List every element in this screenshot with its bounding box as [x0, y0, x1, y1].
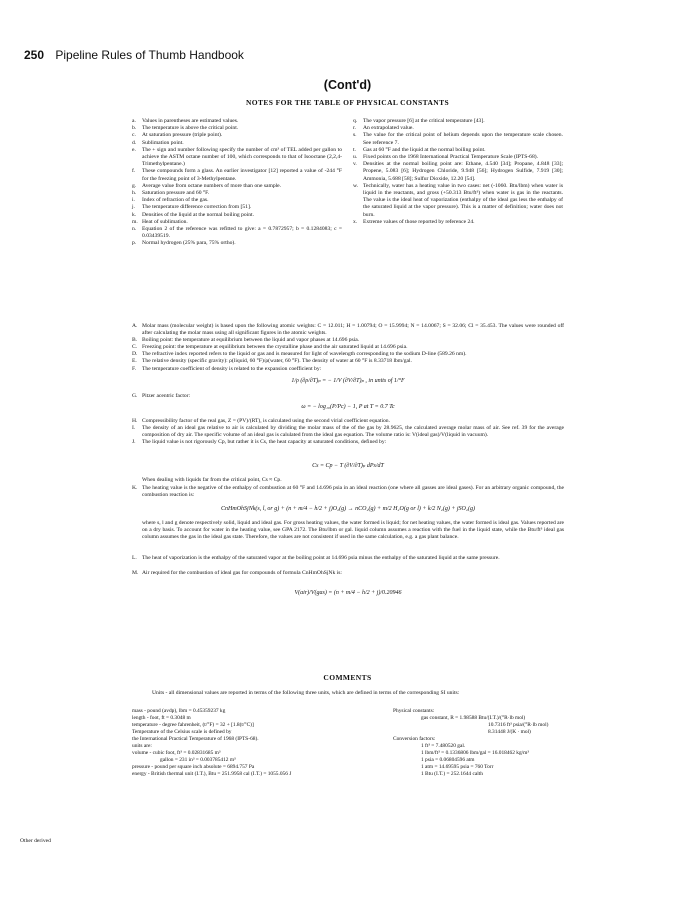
unit-line: 8.31448 J/(K · mol): [488, 729, 531, 735]
note-item: [353, 183, 563, 219]
note-key: f.: [132, 168, 136, 175]
left-notes-column: [132, 118, 342, 248]
note-key: j.: [132, 204, 135, 211]
note-key: D.: [132, 351, 138, 358]
note-key: c.: [132, 132, 136, 139]
note-key: q.: [353, 118, 358, 124]
note-text: The liquid value is not rigorously Cp, but rather it is Cs, the heat capacity at saturated conditions, defined by:: [142, 439, 387, 446]
page-number: 250: [24, 48, 45, 62]
book-title: Pipeline Rules of Thumb Handbook: [55, 48, 244, 62]
units-right-list: [393, 708, 593, 778]
other-derived-label: Other derived: [20, 838, 51, 844]
note-text: The + sign and number following specify the number of cm³ of TEL added per gallon to achieve the ASTM octane number of 100, which corresponds to that of Isooctane (2,2,4-Trimethylpentane.): [142, 146, 342, 168]
note-key: b.: [132, 125, 137, 132]
note-text: Pitzer acentric factor:: [142, 393, 191, 399]
note-key: K.: [132, 485, 138, 491]
note-key: A.: [132, 323, 138, 329]
note-text: Technically, water has a heating value in two cases: net (-1060. Btu/lbm) when water is liquid in the reactants, and gross (+50.313 Btu/ft³) when water is gas in the reactants. The value is the ideal heat of vaporization (enthalpy of the ideal gas less the enthalpy of the saturated liquid at the vapor pressure). This is a matter of definition; water does not burn.: [363, 182, 563, 218]
note-text: Extreme values of those reported by reference 24.: [363, 218, 475, 225]
note-key: F.: [132, 365, 137, 372]
note-key: k.: [132, 211, 137, 218]
note-g: [132, 393, 564, 400]
unit-line: Physical constants:: [393, 708, 435, 714]
note-item: [132, 358, 564, 365]
note-item: [353, 219, 563, 226]
note-text: Saturation pressure and 60 °F.: [142, 190, 210, 197]
unit-line: temperature - degree fahrenheit, (t/°F) = 32 + [1.8(t/°C)]: [132, 722, 254, 728]
equation-g: ω = − log₁₀(P/Pc) − 1, P at T = 0.7 Tc: [301, 404, 395, 410]
note-key: I.: [132, 425, 136, 432]
note-text: Gas at 60 °F and the liquid at the normal boiling point.: [363, 146, 486, 153]
unit-line: pressure - pound per square inch absolute = 6894.757 Pa: [132, 764, 255, 770]
note-key: r.: [353, 125, 356, 132]
upper-notes: [132, 323, 564, 373]
note-text: The temperature is above the critical point.: [142, 125, 239, 132]
note-item: [132, 219, 342, 226]
unit-line: Conversion factors:: [393, 736, 436, 742]
equation-f: 1/ρ (∂ρ/∂T)ₚ = − 1/V (∂V/∂T)ₚ , in units of 1/°F: [291, 378, 405, 384]
equation-m: V(air)/V(gas) = (n + m/4 − h/2 + j)/0.20946: [294, 590, 402, 596]
note-key: i.: [132, 197, 135, 204]
note-text: Sublimation point.: [142, 139, 184, 146]
note-key: x.: [353, 218, 358, 225]
note-k: [132, 485, 564, 499]
note-text: Densities at the normal boiling point are: Ethane, 4.540 [34]; Propane, 4.848 [33]; Propene, 5.083 [6]; Hydrogen Chloride, 9.948 [56]; Hydrogen Sulfide, 7.919 [30]; Ammonia, 5.688 [58]; Sulfur Dioxide, 12.20 [54].: [363, 161, 563, 182]
note-text: The value for the critical point of helium depends upon the temperature scale chosen. See reference 7.: [363, 132, 563, 146]
note-key: C.: [132, 344, 138, 351]
unit-line: 1 lbm/ft³ = 0.1336806 lbm/gal = 16.018462 kg/m³: [421, 750, 529, 756]
note-text: Values in parentheses are estimated values.: [142, 118, 239, 124]
note-text: These compounds form a glass. An earlier investigator [12] reported a value of -244 °F for the freezing point of 3-Methylpentane.: [142, 168, 342, 182]
units-intro: Units - all dimensional values are reported in terms of the following three units, which are defined in terms of the corresponding SI units:: [152, 690, 460, 696]
note-item: [132, 439, 564, 446]
note-item: [353, 118, 563, 125]
note-key: p.: [132, 240, 137, 247]
note-text: Molar mass (molecular weight) is based upon the following atomic weights: C = 12.011; H = 1.00794; O = 15.9994; N = 14.0067; S = 32.06; Cl = 35.453. The values were rounded off after calculating the molar mass using all significant figures in the atomic weights.: [142, 323, 564, 337]
note-text: When dealing with liquids far from the critical point, Cs ≈ Cp.: [142, 477, 282, 483]
unit-line: units are:: [132, 743, 152, 749]
unit-line: 1 ft³ = 7.480520 gal.: [421, 743, 466, 749]
note-key: M.: [132, 570, 139, 576]
equation-j: Cs = Cp − T (∂V/∂T)ₚ dPs/dT: [312, 463, 384, 469]
note-text: Compressibility factor of the real gas, Z = (PV)/(RT), is calculated using the second virial coefficient equation.: [142, 418, 390, 424]
note-key: a.: [132, 118, 136, 124]
note-item: [132, 226, 342, 240]
note-text: Boiling point: the temperature at equilibrium between the liquid and vapor phases at 14.696 psia.: [142, 337, 360, 344]
note-item: [132, 366, 564, 373]
note-item: [132, 118, 342, 125]
note-text: The temperature coefficient of density is related to the expansion coefficient by:: [142, 365, 322, 372]
note-text: Average value from octane numbers of more than one sample.: [142, 182, 282, 189]
note-key: J.: [132, 439, 136, 446]
note-item: [132, 425, 564, 439]
note-item: [353, 132, 563, 146]
note-item: [132, 140, 342, 147]
note-text: The relative density (specific gravity): ρ(liquid, 60 °F)/ρ(water, 60 °F). The density of water at 60 °F is 8.33718 lbm/gal.: [142, 358, 412, 365]
note-text: The temperature difference correction from [51].: [142, 204, 252, 211]
note-key: w.: [353, 182, 359, 189]
right-notes-column: [353, 118, 563, 226]
page-header: [24, 48, 244, 62]
note-text: The heating value is the negative of the enthalpy of combustion at 60 °F and 14.696 psia in an ideal reaction (one where all gasses are ideal gases). For an arbitrary organic compound, the combustion reaction is:: [142, 485, 564, 499]
unit-line: 1 atm = 14.69595 psia = 760 Torr: [421, 764, 494, 770]
note-text: Densities of the liquid at the normal boiling point.: [142, 211, 255, 218]
note-item: [132, 240, 342, 247]
unit-line: gallon = 231 in³ = 0.003785412 m³: [160, 757, 236, 763]
note-item: [132, 183, 342, 190]
note-key: t.: [353, 146, 356, 153]
note-key: d.: [132, 139, 137, 146]
note-text: Equation 2 of the reference was refitted to give: a = 0.7872957; b = 0.1284083; c = 0.03439519.: [142, 226, 342, 240]
note-text: The refractive index reported refers to the liquid or gas and is measured for light of wavelength corresponding to the sodium D-line (589.26 nm).: [142, 351, 467, 358]
note-text: At saturation pressure (triple point).: [142, 132, 223, 139]
note-text: The heat of vaporization is the enthalpy of the saturated vapor at the boiling point at 14.696 psia minus the enthalpy of the saturated liquid at the same pressure.: [142, 555, 500, 561]
note-key: g.: [132, 182, 137, 189]
note-item: [132, 204, 342, 211]
note-item: [132, 323, 564, 337]
unit-line: volume - cubic foot, ft³ = 0.02831685 m³: [132, 750, 221, 756]
note-k2: [132, 520, 564, 541]
note-item: [132, 212, 342, 219]
notes-title: NOTES FOR THE TABLE OF PHYSICAL CONSTANTS: [245, 98, 450, 107]
note-liquid: [132, 477, 564, 484]
note-text: Normal hydrogen (25% para, 75% ortho).: [142, 240, 236, 247]
note-l: [132, 555, 564, 562]
unit-line: 1 psia = 0.06804596 atm: [421, 757, 475, 763]
note-key: E.: [132, 358, 137, 365]
note-item: [132, 147, 342, 169]
note-text: The density of an ideal gas relative to air is calculated by dividing the molar mass of the of the gas by 28.9625, the calculated average molar mass of air. See ref. 39 for the average composition of dry air. The specific volume of an ideal gas is calulated from the ideal gas equation. The volume ratio is: V(ideal gas)/V(liquid in vacuum).: [142, 425, 564, 439]
note-key: L.: [132, 555, 137, 561]
note-key: H.: [132, 418, 138, 424]
unit-line: 1 Btu (I.T.) = 252.1644 calth: [421, 771, 483, 777]
note-key: B.: [132, 337, 138, 344]
note-key: u.: [353, 154, 358, 161]
note-item: [132, 132, 342, 139]
note-item: [132, 337, 564, 344]
units-left-list: [132, 708, 392, 778]
note-key: s.: [353, 132, 357, 139]
middle-notes: [132, 418, 564, 446]
note-key: m.: [132, 218, 138, 225]
note-item: [353, 147, 563, 154]
comments-title: COMMENTS: [323, 673, 372, 682]
note-text: An extrapolated value.: [363, 125, 414, 132]
note-key: G.: [132, 393, 138, 399]
unit-line: mass - pound (avdp), lbm = 0.45359237 kg: [132, 708, 226, 714]
continued-label: (Cont'd): [323, 78, 372, 92]
note-item: [132, 168, 342, 182]
note-key: e.: [132, 146, 136, 153]
note-text: where s, l and g denote respectively solid, liquid and ideal gas. For gross heating values, the water formed is liquid; for net heating values, the water formed is ideal gas. Values reported are on a dry basis. To account for water in the heating value, see GPA 2172. The Btu/lbm or gal. liquid column assumes a reaction with the fuel in the liquid state, while the Btu/ft³ ideal gas column assumes the gas in the ideal gas state. Therefore, the values are not consistent if used in the same calculation, e.g. a gas plant balance.: [142, 520, 564, 541]
equation-k: CnHmOhSjNk(s, l, or g) + (n + m/4 − h/2 + j)O₂(g) → nCO₂(g) + m/2 H₂O(g or l) + k/2 N₂(g) + jSO₂(g): [221, 506, 475, 512]
unit-line: energy - British thermal unit (I.T.), Btu = 251.9958 cal (I.T.) = 1055.056 J: [132, 771, 292, 777]
unit-line: Temperature of the Celsius scale is defined by: [132, 729, 232, 735]
note-text: Heat of sublimation.: [142, 218, 188, 225]
note-text: Freezing point: the temperature at equilibrium between the crystalline phase and the air saturated liquid at 14.696 psia.: [142, 344, 408, 351]
note-key: h.: [132, 190, 137, 197]
unit-line: length - foot, ft = 0.3048 m: [132, 715, 191, 721]
note-item: [353, 154, 563, 161]
note-item: [353, 161, 563, 183]
note-text: The vapor pressure [6] at the critical temperature [43].: [363, 118, 485, 124]
note-key: v.: [353, 161, 357, 168]
note-key: n.: [132, 226, 137, 233]
note-text: Index of refraction of the gas.: [142, 197, 209, 204]
unit-line: 10.7316 ft³ psia/(°R·lb mol): [488, 722, 549, 728]
note-m: [132, 570, 564, 577]
note-text: Fixed points on the 1968 International Practical Temperature Scale (IPTS-68).: [363, 154, 539, 161]
unit-line: the International Practical Temperature of 1968 (IPTS-68).: [132, 736, 259, 742]
note-text: Air required for the combustion of ideal gas for compounds of formula CnHmOhSjNk is:: [142, 570, 342, 576]
unit-line: gas constant, R = 1.98588 Btu/(I.T.)/(°R·lb mol): [421, 715, 526, 721]
